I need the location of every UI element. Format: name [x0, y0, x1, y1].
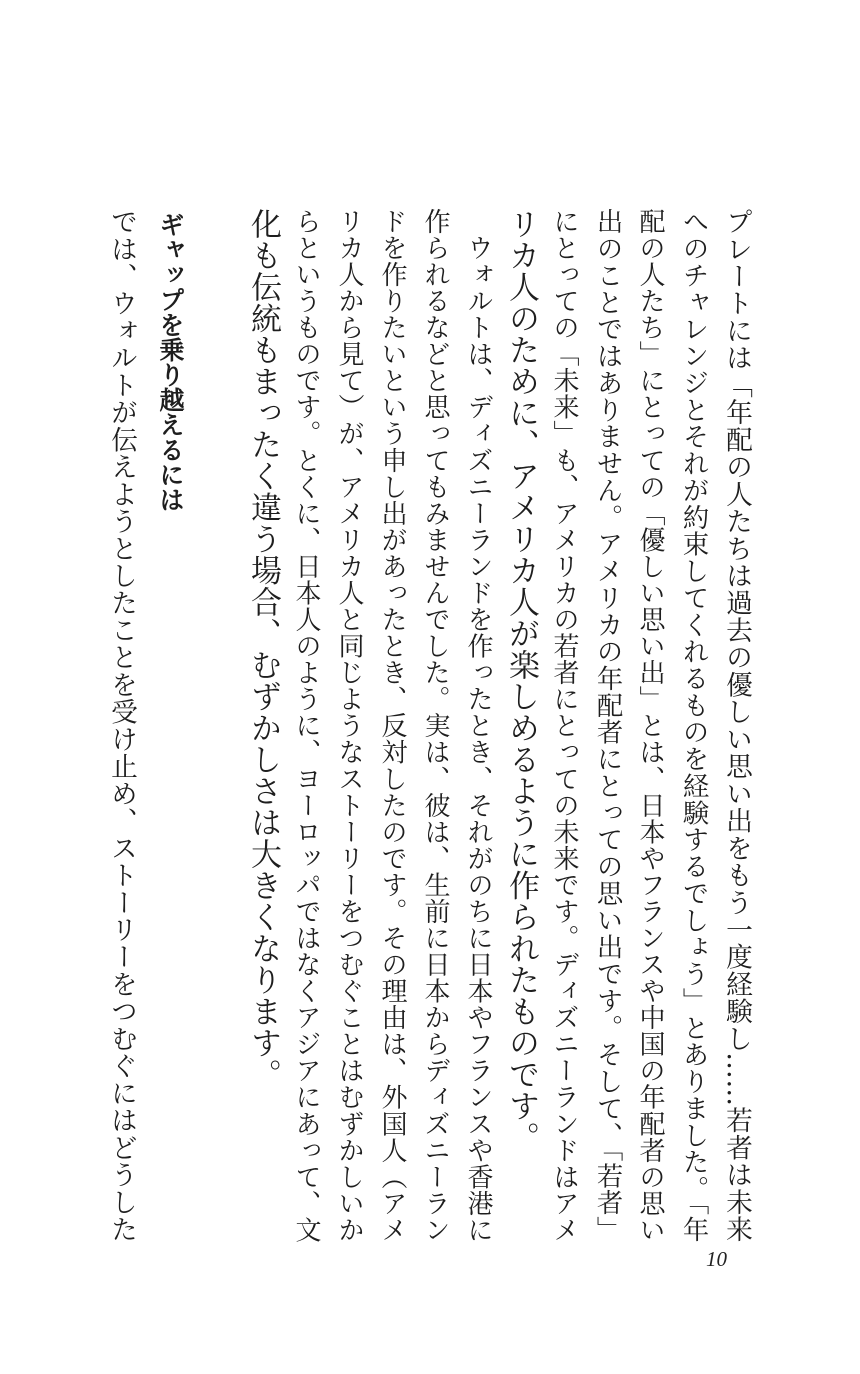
page-number: 10: [706, 1247, 727, 1271]
body-line-5: にとっての「未来」も、アメリカの若者にとっての未来です。ディズニーランドはアメ: [549, 208, 579, 1244]
closing-line: では、ウォルトが伝えようとしたことを受け止め、ストーリーをつむぐにはどうした: [106, 208, 137, 1243]
section-heading: ギャップを乗り越えるには: [156, 212, 185, 512]
body-line-2: へのチャレンジとそれが約束してくれるものを経験するでしょう」とありました。「年: [678, 208, 708, 1243]
body-line-12: 化も伝統もまったく違う場合、むずかしさは大きくなります。: [245, 208, 281, 1090]
body-line-7: ウォルトは、ディズニーランドを作ったとき、それがのちに日本やフランスや香港に: [463, 208, 493, 1244]
body-line-6: リカ人のために、アメリカ人が楽しめるように作られたものです。: [503, 208, 539, 1153]
body-line-9: ドを作りたいという申し出があったとき、反対したのです。その理由は、外国人（アメ: [377, 208, 407, 1244]
body-line-8: 作られるなどと思ってもみませんでした。実は、彼は、生前に日本からディズニーラン: [420, 208, 450, 1244]
body-line-3: 配の人たち」にとっての「優しい思い出」とは、日本やフランスや中国の年配者の思い: [635, 208, 665, 1244]
body-line-11: らというものです。とくに、日本人のように、ヨーロッパではなくアジアにあって、文: [291, 208, 321, 1244]
body-line-10: リカ人から見て）が、アメリカ人と同じようなストーリーをつむぐことはむずかしいか: [334, 208, 364, 1244]
body-line-1: プレートには「年配の人たちは過去の優しい思い出をもう一度経験し……若者は未来: [721, 208, 752, 1243]
body-line-4: 出のことではありません。アメリカの年配者にとっての思い出です。そして、「若者」: [592, 208, 622, 1243]
